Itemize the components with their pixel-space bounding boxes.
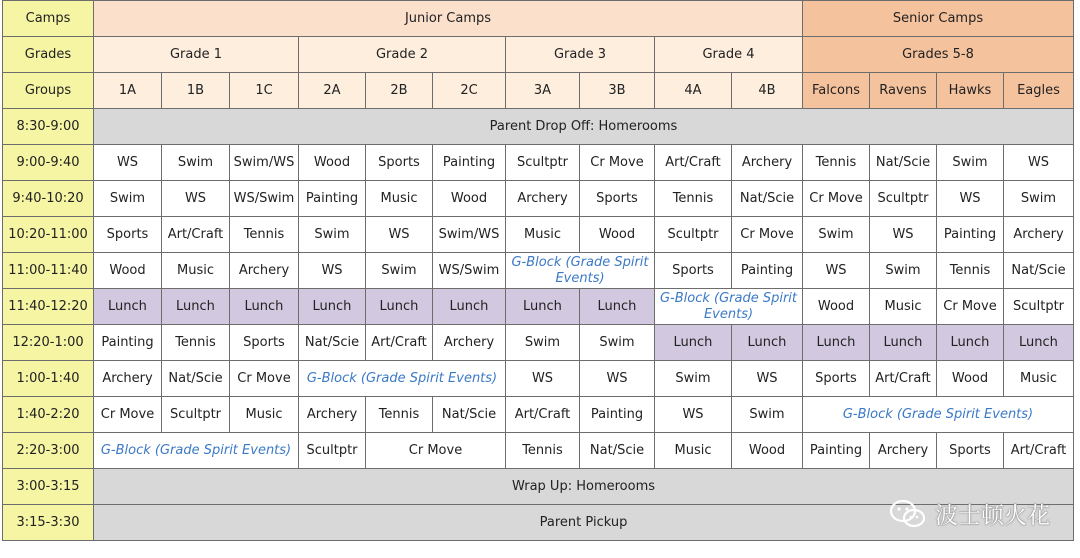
activity-cell: Scultptr <box>655 217 732 253</box>
lunch-cell: Lunch <box>803 325 870 361</box>
activity-cell: Tennis <box>162 325 230 361</box>
activity-cell: Archery <box>299 397 366 433</box>
activity-cell: WS/Swim <box>433 253 506 289</box>
camps-label: Camps <box>3 1 94 37</box>
activity-cell: Scultptr <box>1004 289 1074 325</box>
schedule-row <box>3 361 1074 397</box>
activity-cell: Archery <box>870 433 937 469</box>
activity-cell: Tennis <box>803 145 870 181</box>
activity-cell: Swim <box>162 145 230 181</box>
activity-cell: Scultptr <box>870 181 937 217</box>
activity-cell: Swim <box>299 217 366 253</box>
groups-label: Groups <box>3 73 94 109</box>
activity-cell: Wood <box>803 289 870 325</box>
g-block-cell: G-Block (Grade Spirit Events) <box>655 289 803 325</box>
camps-row <box>3 1 1074 37</box>
activity-cell: Music <box>1004 361 1074 397</box>
activity-cell: Art/Craft <box>870 361 937 397</box>
lunch-cell: Lunch <box>94 289 162 325</box>
activity-cell: Art/Craft <box>655 145 732 181</box>
wrapup-banner: Wrap Up: Homerooms <box>94 469 1074 505</box>
activity-cell: Painting <box>937 217 1004 253</box>
activity-cell: Sports <box>94 217 162 253</box>
activity-cell: Swim/WS <box>230 145 299 181</box>
activity-cell: Wood <box>732 433 803 469</box>
time-label: 12:20-1:00 <box>3 325 94 361</box>
lunch-cell: Lunch <box>580 289 655 325</box>
activity-cell: Swim <box>732 397 803 433</box>
activity-cell: Nat/Scie <box>162 361 230 397</box>
g-block-cell: G-Block (Grade Spirit Events) <box>94 433 299 469</box>
activity-cell: Archery <box>94 361 162 397</box>
lunch-cell: Lunch <box>870 325 937 361</box>
group-header: Ravens <box>870 73 937 109</box>
group-header: Eagles <box>1004 73 1074 109</box>
grades-row <box>3 37 1074 73</box>
schedule-grid <box>2 0 1074 541</box>
time-label: 3:00-3:15 <box>3 469 94 505</box>
activity-cell: Sports <box>937 433 1004 469</box>
groups-row <box>3 73 1074 109</box>
grade-header: Grade 1 <box>94 37 299 73</box>
activity-cell: WS <box>1004 145 1074 181</box>
lunch-cell: Lunch <box>299 289 366 325</box>
lunch-cell: Lunch <box>506 289 580 325</box>
activity-cell: Archery <box>230 253 299 289</box>
activity-cell: WS <box>94 145 162 181</box>
wechat-icon <box>889 499 927 529</box>
activity-cell: Art/Craft <box>506 397 580 433</box>
schedule-row <box>3 289 1074 325</box>
activity-cell: Music <box>162 253 230 289</box>
activity-cell: Sports <box>580 181 655 217</box>
lunch-cell: Lunch <box>732 325 803 361</box>
pickup-banner: Parent Pickup <box>94 505 1074 541</box>
activity-cell: WS <box>870 217 937 253</box>
activity-cell: Painting <box>94 325 162 361</box>
activity-cell: WS <box>937 181 1004 217</box>
activity-cell: Music <box>506 217 580 253</box>
time-label: 2:20-3:00 <box>3 433 94 469</box>
junior-camps-header: Junior Camps <box>94 1 803 37</box>
activity-cell: Swim <box>94 181 162 217</box>
grades-label: Grades <box>3 37 94 73</box>
activity-cell: Wood <box>299 145 366 181</box>
activity-cell: Tennis <box>366 397 433 433</box>
group-header: 2A <box>299 73 366 109</box>
time-label: 9:00-9:40 <box>3 145 94 181</box>
lunch-cell: Lunch <box>162 289 230 325</box>
watermark <box>889 497 1050 530</box>
activity-cell: Art/Craft <box>1004 433 1074 469</box>
grade-header: Grade 3 <box>506 37 655 73</box>
time-label: 8:30-9:00 <box>3 109 94 145</box>
activity-cell: Sports <box>230 325 299 361</box>
activity-cell: Nat/Scie <box>732 181 803 217</box>
group-header: 1B <box>162 73 230 109</box>
activity-cell: WS <box>299 253 366 289</box>
lunch-cell: Lunch <box>1004 325 1074 361</box>
activity-cell: Art/Craft <box>366 325 433 361</box>
time-label: 10:20-11:00 <box>3 217 94 253</box>
activity-cell: Nat/Scie <box>580 433 655 469</box>
lunch-cell: Lunch <box>655 325 732 361</box>
activity-cell: Swim <box>803 217 870 253</box>
activity-cell: Sports <box>655 253 732 289</box>
grade-header: Grade 4 <box>655 37 803 73</box>
time-label: 1:40-2:20 <box>3 397 94 433</box>
time-label: 11:40-12:20 <box>3 289 94 325</box>
activity-cell: Nat/Scie <box>433 397 506 433</box>
activity-cell: Nat/Scie <box>870 145 937 181</box>
activity-cell: Swim <box>580 325 655 361</box>
group-header: 2C <box>433 73 506 109</box>
activity-cell: Tennis <box>506 433 580 469</box>
activity-cell: Art/Craft <box>162 217 230 253</box>
activity-cell: Sports <box>803 361 870 397</box>
activity-cell: WS <box>803 253 870 289</box>
activity-cell: WS <box>366 217 433 253</box>
activity-cell: Cr Move <box>803 181 870 217</box>
g-block-cell: G-Block (Grade Spirit Events) <box>506 253 655 289</box>
activity-cell: Archery <box>433 325 506 361</box>
activity-cell: Wood <box>580 217 655 253</box>
activity-cell: Tennis <box>655 181 732 217</box>
group-header: Falcons <box>803 73 870 109</box>
schedule-row <box>3 181 1074 217</box>
activity-cell: Swim <box>1004 181 1074 217</box>
activity-cell: Music <box>870 289 937 325</box>
group-header: 3B <box>580 73 655 109</box>
activity-cell: Cr Move <box>230 361 299 397</box>
group-header: 1A <box>94 73 162 109</box>
activity-cell: Painting <box>433 145 506 181</box>
activity-cell: Cr Move <box>937 289 1004 325</box>
activity-cell: Archery <box>1004 217 1074 253</box>
g-block-cell: G-Block (Grade Spirit Events) <box>299 361 506 397</box>
schedule-row <box>3 325 1074 361</box>
group-header: 3A <box>506 73 580 109</box>
senior-camps-header: Senior Camps <box>803 1 1074 37</box>
schedule-row <box>3 433 1074 469</box>
dropoff-banner: Parent Drop Off: Homerooms <box>94 109 1074 145</box>
activity-cell: WS <box>655 397 732 433</box>
activity-cell: Swim <box>937 145 1004 181</box>
time-label: 3:15-3:30 <box>3 505 94 541</box>
group-header: 4B <box>732 73 803 109</box>
activity-cell: Swim <box>870 253 937 289</box>
activity-cell: Scultptr <box>506 145 580 181</box>
activity-cell: Music <box>230 397 299 433</box>
camp-schedule-table <box>2 0 1074 541</box>
lunch-cell: Lunch <box>366 289 433 325</box>
activity-cell: Archery <box>506 181 580 217</box>
group-header: 4A <box>655 73 732 109</box>
activity-cell: Swim/WS <box>433 217 506 253</box>
time-label: 1:00-1:40 <box>3 361 94 397</box>
activity-cell: Swim <box>506 325 580 361</box>
activity-cell: Tennis <box>230 217 299 253</box>
activity-cell: Archery <box>732 145 803 181</box>
activity-cell: Wood <box>94 253 162 289</box>
activity-cell: Nat/Scie <box>1004 253 1074 289</box>
activity-cell: Cr Move <box>732 217 803 253</box>
activity-cell: Scultptr <box>299 433 366 469</box>
activity-cell: Painting <box>299 181 366 217</box>
activity-cell: Swim <box>655 361 732 397</box>
schedule-row <box>3 109 1074 145</box>
activity-cell: Painting <box>580 397 655 433</box>
activity-cell: Painting <box>732 253 803 289</box>
group-header: 1C <box>230 73 299 109</box>
activity-cell: Cr Move <box>580 145 655 181</box>
activity-cell: Music <box>366 181 433 217</box>
schedule-row <box>3 145 1074 181</box>
activity-cell: Wood <box>937 361 1004 397</box>
group-header: Hawks <box>937 73 1004 109</box>
activity-cell: WS <box>506 361 580 397</box>
activity-cell: Cr Move <box>366 433 506 469</box>
activity-cell: Nat/Scie <box>299 325 366 361</box>
schedule-row <box>3 253 1074 289</box>
g-block-cell: G-Block (Grade Spirit Events) <box>803 397 1074 433</box>
activity-cell: WS/Swim <box>230 181 299 217</box>
time-label: 11:00-11:40 <box>3 253 94 289</box>
activity-cell: Swim <box>366 253 433 289</box>
activity-cell: Wood <box>433 181 506 217</box>
activity-cell: WS <box>580 361 655 397</box>
activity-cell: Scultptr <box>162 397 230 433</box>
group-header: 2B <box>366 73 433 109</box>
lunch-cell: Lunch <box>937 325 1004 361</box>
activity-cell: WS <box>162 181 230 217</box>
activity-cell: Tennis <box>937 253 1004 289</box>
schedule-row <box>3 397 1074 433</box>
activity-cell: Painting <box>803 433 870 469</box>
lunch-cell: Lunch <box>433 289 506 325</box>
lunch-cell: Lunch <box>230 289 299 325</box>
schedule-row <box>3 217 1074 253</box>
activity-cell: Music <box>655 433 732 469</box>
grade-header: Grades 5-8 <box>803 37 1074 73</box>
watermark-text: 波士顿火花 <box>935 503 1050 529</box>
activity-cell: WS <box>732 361 803 397</box>
grade-header: Grade 2 <box>299 37 506 73</box>
time-label: 9:40-10:20 <box>3 181 94 217</box>
activity-cell: Cr Move <box>94 397 162 433</box>
activity-cell: Sports <box>366 145 433 181</box>
